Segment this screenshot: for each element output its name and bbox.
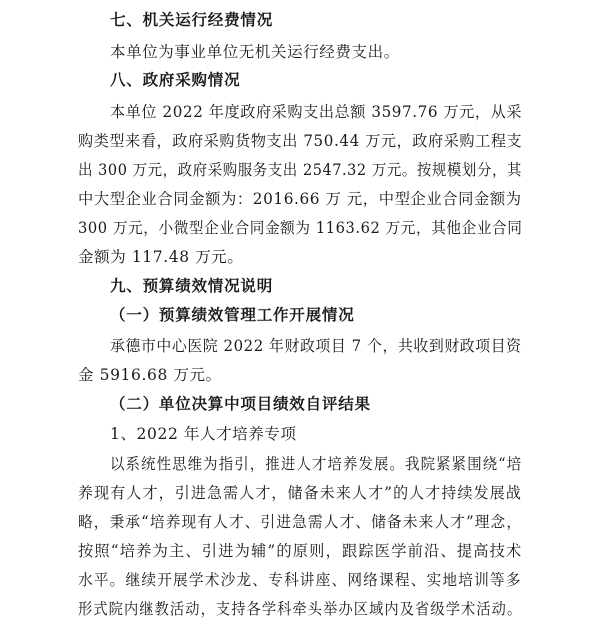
section-7-body: 本单位为事业单位无机关运行经费支出。 xyxy=(110,43,400,61)
section-9-item-1-line: 水平。继续开展学术沙龙、专科讲座、网络课程、实地培训等多 xyxy=(78,571,522,589)
section-8-line: 300 万元，小微型企业合同金额为 1163.62 万元，其他企业合同 xyxy=(78,219,523,237)
section-9-item-1-line: 略，秉承“培养现有人才、引进急需人才、储备未来人才”理念， xyxy=(78,513,523,531)
section-9-sub1-line: 承德市中心医院 2022 年财政项目 7 个，共收到财政项目资 xyxy=(110,337,522,355)
section-8-line: 金额为 117.48 万元。 xyxy=(78,248,244,266)
section-9-item-1-title: 1、2022 年人才培养专项 xyxy=(110,425,297,443)
section-7-heading: 七、机关运行经费情况 xyxy=(110,11,274,29)
section-8-line: 出 300 万元，政府采购服务支出 2547.32 万元。按规模划分，其 xyxy=(78,161,523,179)
section-9-subheading-2: （二）单位决算中项目绩效自评结果 xyxy=(110,395,371,413)
section-9-item-1-line: 以系统性思维为指引，推进人才培养发展。我院紧紧围绕“培 xyxy=(110,455,523,473)
section-9-item-1-line: 按照“培养为主、引进为辅”的原则，跟踪医学前沿、提高技术 xyxy=(78,542,523,560)
section-9-subheading-1: （一）预算绩效管理工作开展情况 xyxy=(110,306,355,324)
section-8-line: 本单位 2022 年度政府采购支出总额 3597.76 万元，从采 xyxy=(110,103,523,121)
section-8-heading: 八、政府采购情况 xyxy=(110,71,241,89)
section-8-line: 中大型企业合同金额为：2016.66 万 元，中型企业合同金额为 xyxy=(78,190,522,208)
section-9-item-1-line: 养现有人才，引进急需人才，储备未来人才”的人才持续发展战 xyxy=(78,484,523,502)
section-9-heading: 九、预算绩效情况说明 xyxy=(110,277,274,295)
section-9-item-1-line: 形式院内继教活动，支持各学科牵头举办区域内及省级学术活动。 xyxy=(78,600,523,618)
section-9-sub1-line: 金 5916.68 万元。 xyxy=(78,366,222,384)
section-8-line: 购类型来看，政府采购货物支出 750.44 万元，政府采购工程支 xyxy=(78,132,523,150)
